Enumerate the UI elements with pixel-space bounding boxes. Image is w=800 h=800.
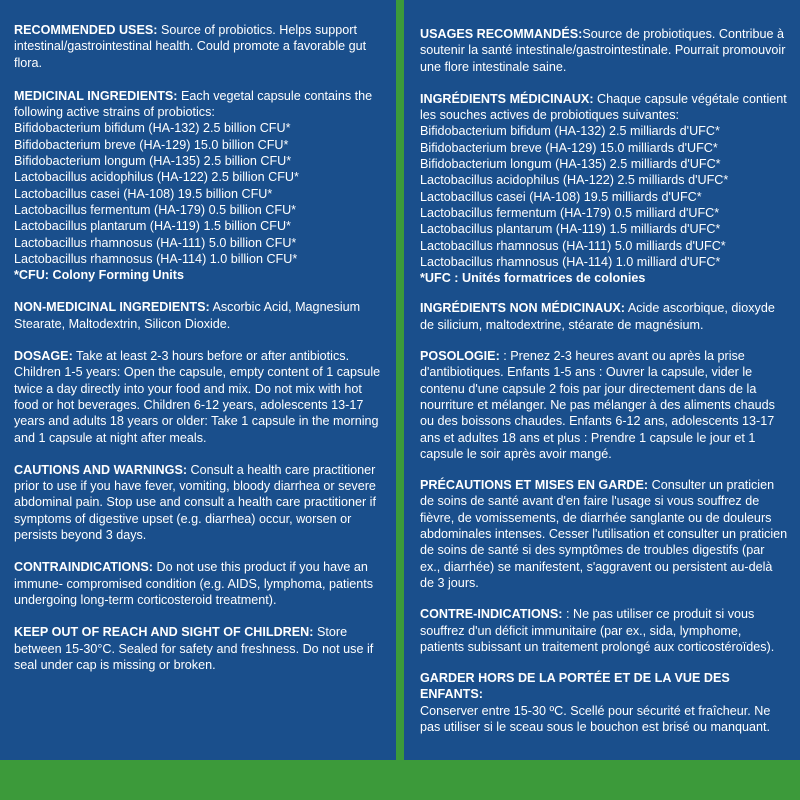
garder-hors-portee-heading: GARDER HORS DE LA PORTÉE ET DE LA VUE DES ENFANTS:: [420, 671, 730, 702]
contre-indications-text: : Ne pas utiliser ce produit si vous souffrez d'un déficit immunitaire (par ex., sida, lymphome, patients subissant un traitement prolongé aux corticostéroïdes).: [420, 607, 775, 654]
souche-item: Bifidobacterium longum (HA-135) 2.5 milliards d'UFC*: [420, 157, 721, 172]
contre-indications-heading: CONTRE-INDICATIONS:: [420, 607, 563, 622]
strain-item: Lactobacillus rhamnosus (HA-114) 1.0 billion CFU*: [14, 251, 298, 266]
garder-hors-portee-section: [420, 670, 788, 735]
contraindications-text: Do not use this product if you have an immune- compromised condition (e.g. AIDS, lymphoma, patients undergoing long-term corticosteroid treatment).: [14, 560, 374, 607]
usages-recommandes-text: Source de probiotiques. Contribue à soutenir la santé intestinale/gastrointestinale. Pourrait promouvoir une flore intestinale saine.: [420, 27, 786, 74]
strain-item: Lactobacillus plantarum (HA-119) 1.5 billion CFU*: [14, 219, 291, 234]
dosage-heading: DOSAGE:: [14, 349, 73, 364]
souche-item: Bifidobacterium bifidum (HA-132) 2.5 milliards d'UFC*: [420, 124, 720, 139]
cfu-footnote: *CFU: Colony Forming Units: [14, 268, 185, 283]
souche-item: Lactobacillus rhamnosus (HA-111) 5.0 milliards d'UFC*: [420, 238, 726, 253]
precautions-heading: PRÉCAUTIONS ET MISES EN GARDE:: [420, 478, 649, 493]
souche-item: Lactobacillus plantarum (HA-119) 1.5 milliards d'UFC*: [420, 222, 721, 237]
recommended-uses-heading: RECOMMENDED USES:: [14, 23, 158, 37]
strain-item: Bifidobacterium longum (HA-135) 2.5 billion CFU*: [14, 154, 292, 169]
posologie-section: [420, 348, 788, 462]
ingredients-medicinaux-section: [420, 91, 788, 287]
french-column: [404, 0, 800, 760]
cautions-section: [14, 462, 384, 543]
ingredients-non-medicinaux-heading: INGRÉDIENTS NON MÉDICINAUX:: [420, 301, 626, 316]
non-medicinal-section: [14, 299, 384, 332]
ingredients-non-medicinaux-text: Acide ascorbique, dioxyde de silicium, maltodextrine, stéarate de magnésium.: [420, 301, 775, 332]
souche-item: Lactobacillus rhamnosus (HA-114) 1.0 milliard d'UFC*: [420, 254, 721, 269]
ingredients-medicinaux-text: Chaque capsule végétale contient les souches actives de probiotiques suivantes:: [420, 91, 787, 123]
precautions-text: Consulter un praticien de soins de santé avant d'en faire l'usage si vous souffrez de fièvre, de vomissements, de diarrhée sanglante ou de douleurs abdominales intenses. Cesser l'utilisation et consulter un praticien de soins de santé si des symptômes de troubles digestifs (par ex., diarrhée) se manifestent, s'aggravent ou persistent au-delà de 3 jours.: [420, 478, 788, 590]
recommended-uses-section: [14, 22, 384, 71]
souche-item: Lactobacillus fermentum (HA-179) 0.5 milliard d'UFC*: [420, 205, 720, 220]
posologie-text: : Prenez 2-3 heures avant ou après la prise d'antibiotiques. Enfants 1-5 ans : Ouvrer la capsule, vider le contenu d'une capsule 2 fois par jour directement dans de la nourriture et mélanger. Ne pas mélanger à des aliments chauds ou des boissons chaudes. Enfants 6-12 ans, adolescents 13-17 ans et adultes 18 ans et plus : Prendre 1 capsule le jour et 1 capsule le soir après avoir mangé.: [420, 349, 775, 461]
souche-item: Lactobacillus acidophilus (HA-122) 2.5 milliards d'UFC*: [420, 173, 729, 188]
english-column: [0, 0, 396, 760]
non-medicinal-text: Ascorbic Acid, Magnesium Stearate, Maltodextrin, Silicon Dioxide.: [14, 300, 361, 331]
ingredients-medicinaux-heading: INGRÉDIENTS MÉDICINAUX:: [420, 91, 594, 106]
recommended-uses-text: Source of probiotics. Helps support intestinal/gastrointestinal health. Could promote a favorable gut flora.: [14, 23, 367, 70]
strain-item: Lactobacillus fermentum (HA-179) 0.5 billion CFU*: [14, 202, 297, 217]
contraindications-heading: CONTRAINDICATIONS:: [14, 560, 153, 575]
contraindications-section: [14, 559, 384, 608]
strain-item: Lactobacillus casei (HA-108) 19.5 billion CFU*: [14, 186, 273, 201]
posologie-heading: POSOLOGIE:: [420, 349, 500, 364]
contre-indications-section: [420, 606, 788, 655]
souche-item: Lactobacillus casei (HA-108) 19.5 milliards d'UFC*: [420, 189, 702, 204]
souche-item: Bifidobacterium breve (HA-129) 15.0 milliards d'UFC*: [420, 140, 718, 155]
usages-recommandes-section: [420, 26, 788, 75]
precautions-section: [420, 477, 788, 591]
non-medicinal-heading: NON-MEDICINAL INGREDIENTS:: [14, 300, 210, 315]
strain-item: Lactobacillus rhamnosus (HA-111) 5.0 billion CFU*: [14, 235, 297, 250]
strain-item: Bifidobacterium bifidum (HA-132) 2.5 billion CFU*: [14, 121, 291, 136]
strain-item: Lactobacillus acidophilus (HA-122) 2.5 billion CFU*: [14, 170, 299, 185]
cautions-text: Consult a health care practitioner prior to use if you have fever, vomiting, bloody diarrhea or severe abdominal pain. Stop use and consult a health care practitioner if symptoms of digestive upset (e.g. diarrhea) occur, worsen or persists beyond 3 days.: [14, 462, 376, 543]
medicinal-ingredients-heading: MEDICINAL INGREDIENTS:: [14, 88, 178, 103]
dosage-text: Take at least 2-3 hours before or after antibiotics. Children 1-5 years: Open the capsule, empty content of 1 capsule twice a day directly into your food and mix. Do not mix with hot food or hot beverages. Children 6-12 years, adolescents 13-17 years and adults 18 years or older: Take 1 capsule in the morning and 1 capsule at night after meals.: [14, 349, 381, 445]
strain-item: Bifidobacterium breve (HA-129) 15.0 billion CFU*: [14, 137, 289, 152]
keep-out-of-reach-section: [14, 624, 384, 673]
column-divider: [396, 0, 404, 760]
keep-out-of-reach-heading: KEEP OUT OF REACH AND SIGHT OF CHILDREN:: [14, 625, 314, 640]
bottom-green-band: [0, 760, 800, 800]
ufc-footnote: *UFC : Unités formatrices de colonies: [420, 271, 646, 286]
cautions-heading: CAUTIONS AND WARNINGS:: [14, 462, 188, 477]
medicinal-ingredients-text: Each vegetal capsule contains the following active strains of probiotics:: [14, 88, 373, 120]
keep-out-of-reach-text: Store between 15-30°C. Sealed for safety and freshness. Do not use if seal under cap is missing or broken.: [14, 625, 374, 672]
medicinal-ingredients-section: [14, 88, 384, 284]
usages-recommandes-heading: USAGES RECOMMANDÉS:: [420, 27, 583, 41]
ingredients-non-medicinaux-section: [420, 300, 788, 333]
garder-hors-portee-text: Conserver entre 15-30 ºC. Scellé pour sécurité et fraîcheur. Ne pas utiliser si le sceau sous le bouchon est brisé ou manquant.: [420, 703, 771, 734]
dosage-section: [14, 348, 384, 446]
